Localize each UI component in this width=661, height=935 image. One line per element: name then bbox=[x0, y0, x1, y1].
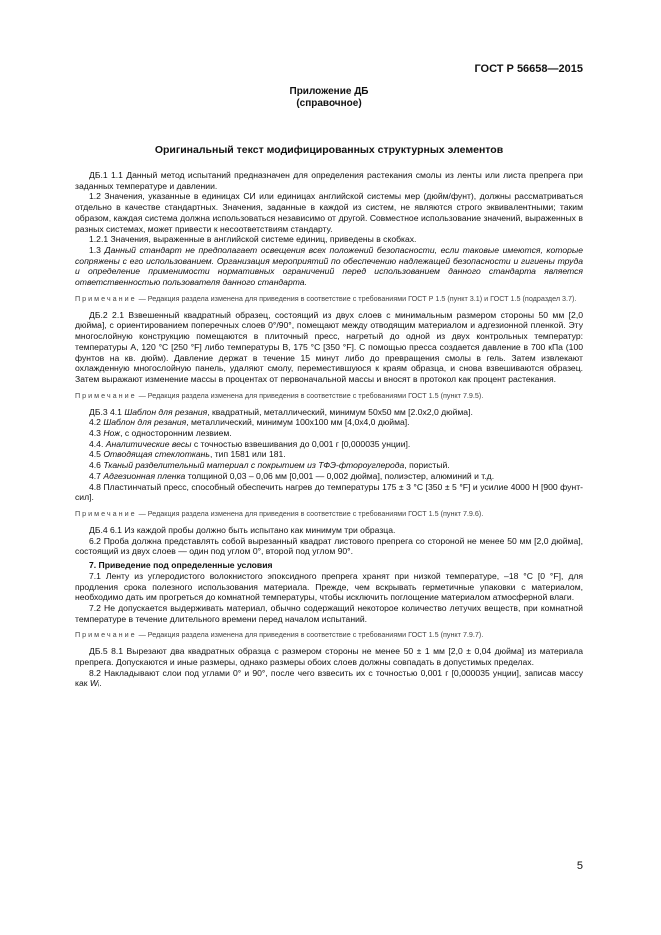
note-label: Примечание bbox=[75, 630, 137, 640]
paragraph bbox=[75, 310, 583, 385]
italic-text: Нож bbox=[103, 428, 121, 439]
paragraph bbox=[75, 234, 583, 245]
note-text: — Редакция раздела изменена для приведения в соответствие с требованиями ГОСТ 1.5 (пункт 7.9.7). bbox=[136, 630, 484, 640]
paragraph bbox=[75, 603, 583, 624]
text-run: с точностью взвешивания до 0,001 г [0,000035 унции]. bbox=[191, 438, 411, 449]
text-run: , тип 1581 или 181. bbox=[209, 449, 286, 460]
italic-text: Аналитические весы bbox=[105, 438, 192, 449]
note-label: Примечание bbox=[75, 390, 137, 400]
paragraph bbox=[75, 460, 583, 471]
italic-text: Шаблон для резания bbox=[103, 417, 187, 428]
section-heading: 7. Приведение под определенные условия bbox=[89, 560, 273, 571]
note-text: — Редакция раздела изменена для приведения в соответствие с требованиями ГОСТ Р 1.5 (пункт 3.1) и ГОСТ 1.5 (подраздел 3.7). bbox=[136, 293, 577, 303]
text-run: 4.8 Пластинчатый пресс, способный обеспечить нагрев до температуры 175 ± 3 °С [350 ± 5 °F] и усилие 4000 Н [900 фунт-сил]. bbox=[75, 481, 583, 503]
text-run: ДБ.2 2.1 Взвешенный квадратный образец, состоящий из двух слоев с минимальным размером стороны 50 мм [2,0 дюйма], с ориентированием поперечных слоев 0°/90°, помещают между отводящим материалом и адгезионной пленкой. Эту многослойную конструкцию помещаются в плиточный пресс, нагретый до одной из двух контрольных температур: температуры А, 120 °С [250 °F] либо температуры В, 175 °С [350 °F]. С помощью пресса создается давление в 700 кПа (100 фунтов на кв. дюйм). Давление держат в течение 15 минут либо до превращения смолы в гель. Затем извлекают охлажденную многослойную панель, удаляют смолу, переместившуюся к краям образца, и снова взвешиваются образец. Затем выражают изменение массы в процентах от первоначальной массы и вносят в протокол как процент растекания. bbox=[75, 309, 583, 384]
note-text: — Редакция раздела изменена для приведения в соответствие с требованиями ГОСТ 1.5 (пункт 7.9.6). bbox=[136, 508, 484, 518]
italic-text: Данный стандарт не предполагает освещения всех положений безопасности, если таковые имеются, которые сопряжены с его использованием. Организация мероприятий по обеспечению надлежащей безопасности и гигиены труда и определение применимости нормативных ограничений перед использованием данного стандарта является ответственностью пользователя данного стандарта. bbox=[75, 244, 583, 288]
paragraph bbox=[75, 170, 583, 191]
paragraph bbox=[75, 571, 583, 603]
paragraph bbox=[75, 482, 583, 503]
text-run: 6.2 Проба должна представлять собой вырезанный квадрат листового препрега со стороной не менее 50 мм [2,0 дюйма], состоящий из двух слоев — один под углом 0°, второй под углом 90°. bbox=[75, 535, 583, 557]
italic-text: Тканый разделительный материал с покрытием из ТФЭ-фтороуглерода bbox=[103, 460, 405, 471]
note-label: Примечание bbox=[75, 508, 137, 518]
text-run: 4.2 bbox=[89, 417, 104, 428]
text-run: ДБ.5 8.1 Вырезают два квадратных образца с размером стороны не менее 50 ± 1 мм [2,0 ± 0,04 дюйма] из материала препрега. Допускаются и иные размеры, однако размеры обоих слоев должны совпадать в допустимых пределах. bbox=[75, 646, 583, 668]
italic-text: W bbox=[89, 678, 99, 689]
note bbox=[75, 294, 583, 303]
annex-heading bbox=[75, 86, 583, 110]
paragraph bbox=[75, 407, 583, 418]
paragraph bbox=[75, 536, 583, 557]
text-run: 4.4. bbox=[89, 438, 106, 449]
text-run: ᵢ. bbox=[98, 678, 102, 689]
text-run: 7.1 Ленту из углеродистого волокнистого эпоксидного препрега хранят при низкой температуре, –18 °С [0 °F], для продления срока полезного использования материала. Прежде, чем вскрывать герметичные упаковки с материалом, необходимо дать им прогреться до комнатной температуры, чтобы исключить поглощение материалом атмосферной влаги. bbox=[75, 570, 583, 603]
text-run: 4.3 bbox=[89, 428, 104, 439]
italic-text: Адгезионная пленка bbox=[103, 470, 186, 481]
text-run: 4.7 bbox=[89, 470, 104, 481]
text-run: ДБ.3 4.1 bbox=[89, 406, 125, 417]
note-label: Примечание bbox=[75, 293, 137, 303]
note-text: — Редакция раздела изменена для приведения в соответствие с требованиями ГОСТ 1.5 (пункт 7.9.5). bbox=[136, 390, 484, 400]
text-run: толщиной 0,03 – 0,06 мм [0,001 — 0,002 дюйма], полиэстер, алюминий и т.д. bbox=[185, 470, 495, 481]
text-run: 4.6 bbox=[89, 460, 104, 471]
paragraph bbox=[75, 245, 583, 288]
paragraph bbox=[75, 428, 583, 439]
italic-text: Шаблон для резания bbox=[124, 406, 208, 417]
text-run: 8.2 Накладывают слои под углами 0° и 90°, после чего взвесить их с точностью 0,001 г [0,000035 унции], записав массу как bbox=[75, 667, 583, 689]
text-run: 1.2 Значения, указанные в единицах СИ или единицах английской системы мер (дюйм/фунт), должны рассматриваться отдельно в качестве стандартных. Значения, заданные в каждой из систем, не являются строго эквивалентными; таким образом, каждая система должна использоваться независимо от другой. Совместное использование значений, выраженных в разных системах, может привести к несоответствиям стандарту. bbox=[75, 191, 583, 234]
note bbox=[75, 391, 583, 400]
paragraph bbox=[75, 449, 583, 460]
paragraph bbox=[75, 471, 583, 482]
page-number: 5 bbox=[576, 860, 583, 872]
annex-title: Приложение ДБ bbox=[289, 86, 369, 97]
annex-subtitle: (справочное) bbox=[296, 98, 362, 109]
note bbox=[75, 509, 583, 518]
text-run: 4.5 bbox=[89, 449, 104, 460]
text-run: ДБ.1 1.1 Данный метод испытаний предназначен для определения растекания смолы из ленты или листа препрега при заданных температуре и давлении. bbox=[75, 170, 583, 191]
text-run: ДБ.4 6.1 Из каждой пробы должно быть испытано как минимум три образца. bbox=[89, 524, 396, 535]
text-run: , с односторонним лезвием. bbox=[120, 428, 232, 439]
text-run: 1.2.1 Значения, выраженные в английской системе единиц, приведены в скобках. bbox=[89, 234, 417, 245]
text-run: , квадратный, металлический, минимум 50x50 мм [2.0x2,0 дюйма]. bbox=[207, 406, 473, 417]
text-run: 1.3 bbox=[89, 244, 105, 255]
text-run: , пористый. bbox=[404, 460, 450, 471]
text-run: 7.2 Не допускается выдерживать материал, обычно содержащий некоторое количество летучих веществ, при комнатной температуре в течение длительного времени перед началом испытаний. bbox=[75, 602, 583, 624]
note bbox=[75, 630, 583, 639]
section-title: Оригинальный текст модифицированных структурных элементов bbox=[154, 144, 504, 156]
italic-text: Отводящая стеклоткань bbox=[103, 449, 210, 460]
paragraph bbox=[75, 668, 583, 689]
paragraph bbox=[75, 417, 583, 428]
text-run: , металлический, минимум 100x100 мм [4,0x4,0 дюйма]. bbox=[186, 417, 410, 428]
paragraph bbox=[75, 439, 583, 450]
paragraph bbox=[75, 646, 583, 667]
document-header: ГОСТ Р 56658—2015 bbox=[474, 63, 583, 75]
document-body bbox=[75, 170, 583, 689]
paragraph bbox=[75, 191, 583, 234]
paragraph bbox=[75, 525, 583, 536]
